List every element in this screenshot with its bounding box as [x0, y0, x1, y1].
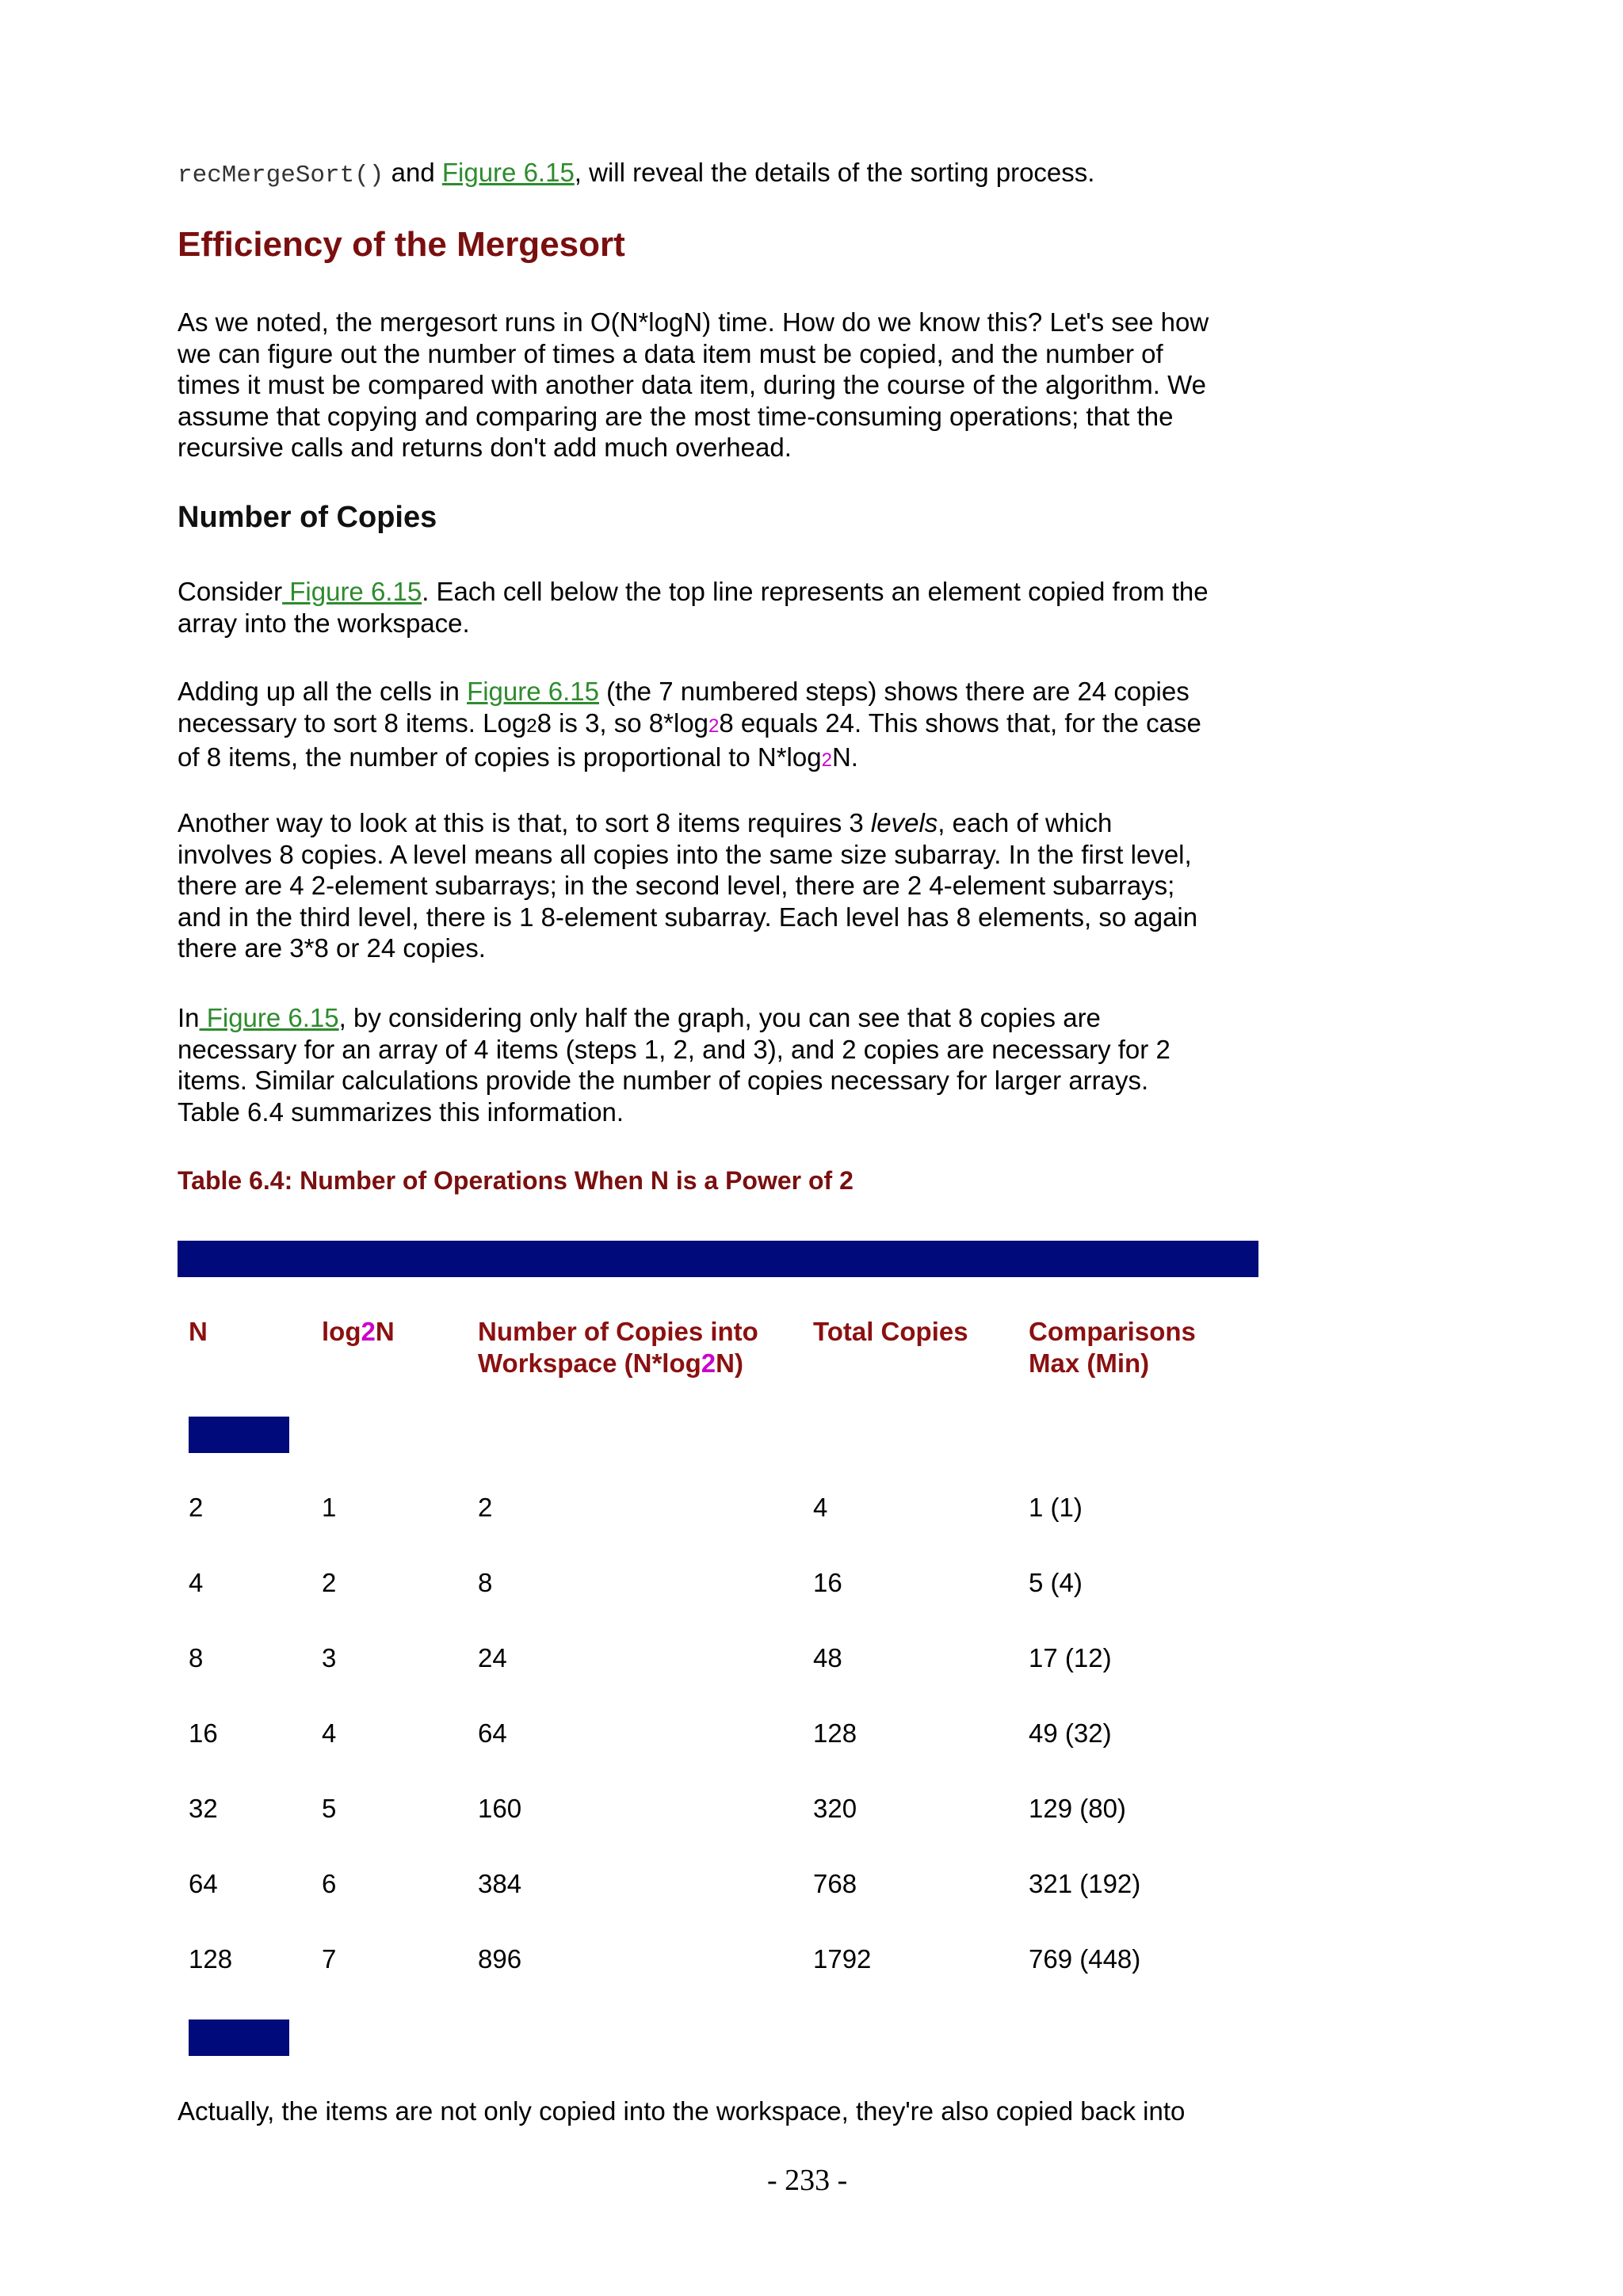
cell-log2n: 3 [322, 1643, 337, 1672]
paragraph-consider: Consider Figure 6.15. Each cell below the top line represents an element copied from the array into the workspace. [178, 577, 1209, 638]
table-caption: Table 6.4: Number of Operations When N is a Power of 2 [178, 1166, 854, 1195]
paragraph-adding-up: Adding up all the cells in Figure 6.15 (the 7 numbered steps) shows there are 24 copies necessary to sort 8 items. Log28 is 3, so 8*log28 equals 24. This shows that, for the case of 8 items, the number of copies is proportional to N*log2N. [178, 677, 1201, 772]
cell-n: 64 [189, 1869, 218, 1898]
cell-log2n: 7 [322, 1944, 337, 1974]
cell-copies: 2 [478, 1493, 493, 1522]
cell-n: 16 [189, 1718, 218, 1748]
cell-log2n: 5 [322, 1794, 337, 1823]
figure-link[interactable]: Figure 6.15 [467, 677, 599, 706]
cell-log2n: 6 [322, 1869, 337, 1898]
cell-comparisons: 1 (1) [1029, 1493, 1083, 1522]
cell-log2n: 4 [322, 1718, 337, 1748]
table-footer-bar [189, 2019, 289, 2056]
cell-n: 4 [189, 1568, 204, 1597]
page-number: - 233 - [767, 2164, 848, 2197]
cell-total: 48 [813, 1643, 842, 1672]
heading-number-of-copies: Number of Copies [178, 501, 437, 534]
cell-log2n: 1 [322, 1493, 337, 1522]
header-copies-into-workspace: Number of Copies into Workspace (N*log2N) [478, 1317, 758, 1378]
cell-n: 8 [189, 1643, 204, 1672]
figure-link[interactable]: Figure 6.15 [282, 577, 422, 606]
cell-total: 4 [813, 1493, 828, 1522]
cell-n: 128 [189, 1944, 233, 1974]
cell-copies: 8 [478, 1568, 493, 1597]
final-line: Actually, the items are not only copied into the workspace, they're also copied back into [178, 2096, 1186, 2126]
cell-total: 128 [813, 1718, 857, 1748]
header-total-copies: Total Copies [813, 1317, 968, 1346]
code-recmergesort: recMergeSort() [178, 162, 384, 189]
paragraph-efficiency: As we noted, the mergesort runs in O(N*logN) time. How do we know this? Let's see how we can figure out the number of times a data item must be copied, and the number of times it must be compared with another data item, during the course of the algorithm. We assume that copying and comparing are the most time-consuming operations; that the recursive calls and returns don't add much overhead. [178, 307, 1209, 462]
figure-link[interactable]: Figure 6.15 [441, 158, 575, 187]
cell-copies: 160 [478, 1794, 522, 1823]
table-header-bar [189, 1417, 289, 1453]
cell-comparisons: 769 (448) [1029, 1944, 1141, 1974]
paragraph-in-figure: In Figure 6.15, by considering only half the graph, you can see that 8 copies are necessary for an array of 4 items (steps 1, 2, and 3), and 2 copies are necessary for 2 items. Similar calculations provide the number of copies necessary for larger arrays. Table 6.4 summarizes this information. [178, 1003, 1170, 1127]
table-top-bar [178, 1241, 1258, 1277]
header-comparisons: Comparisons Max (Min) [1029, 1317, 1196, 1378]
cell-log2n: 2 [322, 1568, 337, 1597]
header-n: N [189, 1317, 208, 1346]
cell-copies: 64 [478, 1718, 507, 1748]
cell-total: 1792 [813, 1944, 872, 1974]
cell-comparisons: 5 (4) [1029, 1568, 1083, 1597]
cell-n: 32 [189, 1794, 218, 1823]
heading-efficiency: Efficiency of the Mergesort [178, 225, 625, 264]
cell-total: 320 [813, 1794, 857, 1823]
cell-comparisons: 17 (12) [1029, 1643, 1112, 1672]
cell-n: 2 [189, 1493, 204, 1522]
cell-copies: 24 [478, 1643, 507, 1672]
cell-comparisons: 321 (192) [1029, 1869, 1141, 1898]
cell-comparisons: 49 (32) [1029, 1718, 1112, 1748]
figure-link[interactable]: Figure 6.15 [199, 1003, 339, 1032]
header-log2n: log2N [322, 1317, 395, 1346]
cell-total: 16 [813, 1568, 842, 1597]
cell-total: 768 [813, 1869, 857, 1898]
cell-comparisons: 129 (80) [1029, 1794, 1126, 1823]
top-line: recMergeSort() and Figure 6.15, will reveal the details of the sorting process. [178, 158, 1095, 189]
cell-copies: 384 [478, 1869, 522, 1898]
paragraph-another-way: Another way to look at this is that, to sort 8 items requires 3 levels, each of which involves 8 copies. A level means all copies into the same size subarray. In the first level, there are 4 2-element subarrays; in the second level, there are 2 4-element subarrays; and in the third level, there is 1 8-element subarray. Each level has 8 elements, so again there are 3*8 or 24 copies. [178, 808, 1198, 963]
cell-copies: 896 [478, 1944, 522, 1974]
